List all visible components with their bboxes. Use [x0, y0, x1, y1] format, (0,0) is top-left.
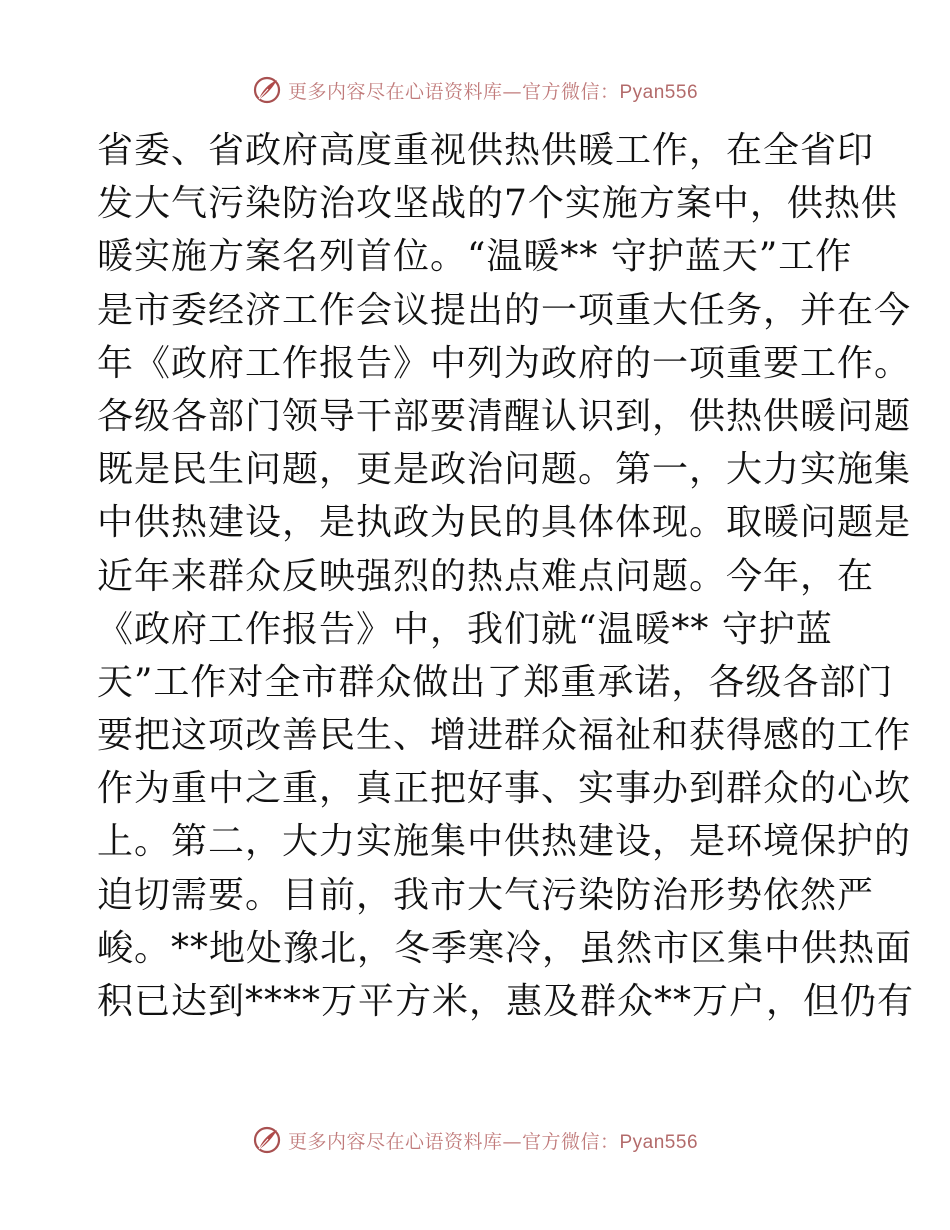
feather-pen-logo-icon — [252, 1125, 282, 1155]
paragraph-line: 要把这项改善民生、增进群众福祉和获得感的工作 — [97, 715, 912, 757]
paragraph-line: 既是民生问题，更是政治问题。第一，大力实施集 — [97, 449, 912, 491]
paragraph-line: 暖实施方案名列首位。“温暖** 守护蓝天”工作 — [97, 236, 853, 278]
paragraph-line: 《政府工作报告》中，我们就“温暖** 守护蓝 — [97, 608, 833, 650]
header-banner-text: 更多内容尽在心语资料库—官方微信：Pyan556 — [287, 80, 699, 103]
wechat-id: Pyan556 — [619, 81, 699, 103]
feather-pen-logo-icon — [252, 75, 282, 105]
paragraph-line: 峻。**地处豫北，冬季寒冷，虽然市区集中供热面 — [97, 927, 913, 969]
paragraph-line: 省委、省政府高度重视供热供暖工作，在全省印 — [97, 130, 875, 171]
paragraph-line: 年《政府工作报告》中列为政府的一项重要工作。 — [97, 342, 912, 384]
footer-banner-text: 更多内容尽在心语资料库—官方微信：Pyan556 — [287, 1130, 699, 1153]
document-paragraph — [97, 124, 915, 1028]
footer-banner — [0, 1120, 950, 1160]
paragraph-line: 发大气污染防治攻坚战的7个实施方案中，供热供 — [97, 183, 898, 225]
paragraph-line: 是市委经济工作会议提出的一项重大任务，并在今 — [97, 289, 912, 331]
paragraph-line: 积已达到****万平方米，惠及群众**万户，但仍有 — [97, 981, 915, 1022]
paragraph-line: 天”工作对全市群众做出了郑重承诺，各级各部门 — [97, 661, 894, 703]
paragraph-line: 各级各部门领导干部要清醒认识到，供热供暖问题 — [97, 395, 912, 437]
paragraph-line: 近年来群众反映强烈的热点难点问题。今年，在 — [97, 555, 875, 597]
header-banner — [0, 70, 950, 110]
paragraph-line: 迫切需要。目前，我市大气污染防治形势依然严 — [97, 874, 875, 916]
paragraph-line: 中供热建设，是执政为民的具体体现。取暖问题是 — [97, 502, 912, 544]
paragraph-line: 作为重中之重，真正把好事、实事办到群众的心坎 — [97, 768, 912, 810]
paragraph-line: 上。第二，大力实施集中供热建设，是环境保护的 — [97, 821, 912, 863]
wechat-id: Pyan556 — [619, 1131, 699, 1153]
